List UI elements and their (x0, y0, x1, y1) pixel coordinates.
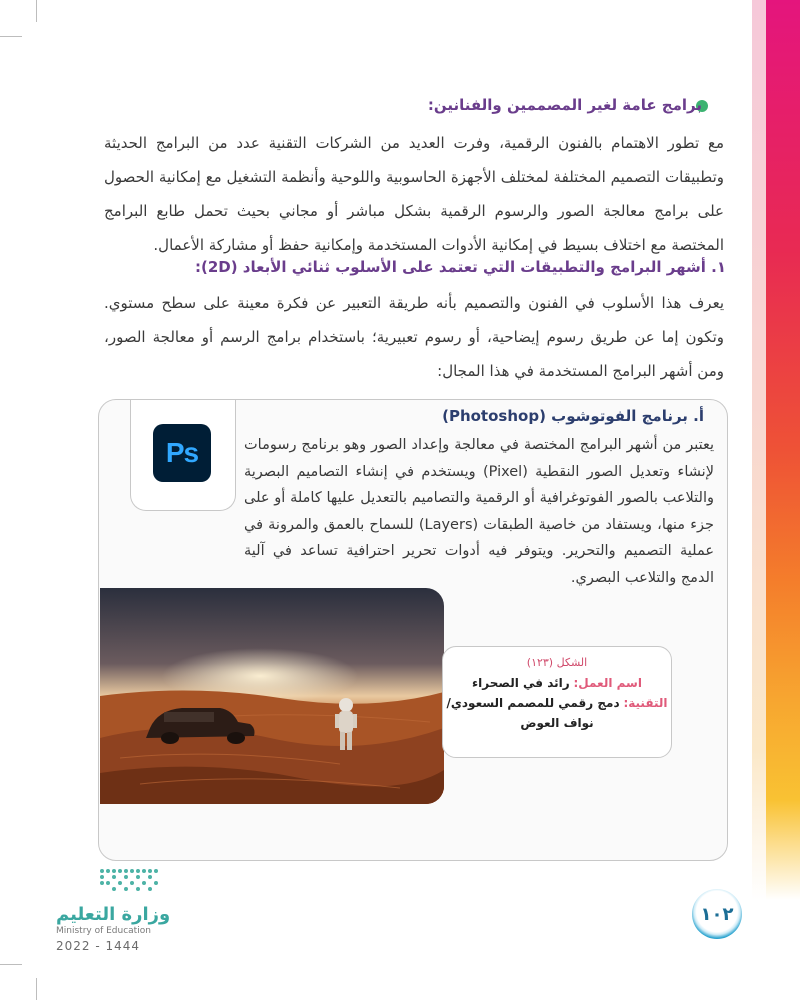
crop-mark (36, 978, 37, 1000)
work-name-label: اسم العمل: (573, 676, 642, 690)
photoshop-logo-icon: Ps (153, 424, 211, 482)
intro-paragraph: مع تطور الاهتمام بالفنون الرقمية، وفرت العديد من الشركات التقنية عدد من البرامج الحديثة وتطبيقات التصميم المختلفة لمختلف الأجهزة الحاسوبية واللوحية وأنظمة التشغيل مع إمكانية الحصول على برامج معالجة الصور والرسوم الرقمية بشكل مباشر أو مجاني بحيث تحمل طابع البرامج المختصة مع اختلاف بسيط في إمكانية الأدوات المستخدمة وإمكانية حفظ أو مشاركة الأعمال. (104, 134, 724, 254)
crop-mark (0, 964, 22, 965)
crop-mark (0, 36, 22, 37)
card-title: أ. برنامج الفوتوشوب (Photoshop) (442, 407, 704, 425)
technique-row (443, 693, 671, 713)
crop-mark (36, 0, 37, 22)
artwork-image (100, 588, 444, 804)
bullet-heading: برامج عامة لغير المصممين والفنانين: (427, 96, 702, 114)
figure-caption (442, 646, 672, 758)
decorative-side-stripe (752, 0, 800, 1000)
desert-astronaut-illustration (100, 588, 444, 804)
figure-number: الشكل (١٢٣) (526, 656, 588, 669)
author-name: نواف العوض (520, 716, 594, 730)
section-heading: ١. أشهر البرامج والتطبيقات التي تعتمد على الأسلوب ثنائي الأبعاد (2D): (194, 258, 726, 276)
technique-value: دمج رقمي للمصمم السعودي/ (446, 696, 620, 710)
work-name-value: رائد في الصحراء (472, 676, 570, 690)
edition-year: 2022 - 1444 (56, 939, 141, 953)
work-name-row (443, 673, 671, 693)
ministry-name-english: Ministry of Education (56, 926, 151, 936)
logo-box (130, 400, 236, 511)
page-number: ١٠٢ (692, 889, 742, 939)
section-paragraph: يعرف هذا الأسلوب في الفنون والتصميم بأنه طريقة التعبير عن فكرة معينة على سطح مستوي. وتكون إما عن طريق رسوم إيضاحية، أو رسوم تعبيرية؛ باستخدام برامج الرسم أو معالجة الصور، ومن أشهر البرامج المستخدمة في هذا المجال: (104, 294, 724, 380)
card-body: يعتبر من أشهر البرامج المختصة في معالجة وإعداد الصور وهو برنامج رسومات لإنشاء وتعديل الصور النقطية (Pixel) ويستخدم في إنشاء التصاميم البصرية والتلاعب بالصور الفوتوغرافية أو الرقمية والتصاميم بالتعديل عليها كاملة أو على جزء منها، ويستفاد من خاصية الطبقات (Layers) للسماح بالعمق والمرونة في عملية التصميم والتحرير. ويتوفر فيه أدوات تحرير احترافية تساعد في آلية الدمج والتلاعب البصري. (244, 437, 714, 586)
ministry-name-arabic: وزارة التعليم (56, 904, 171, 925)
technique-label: التقنية: (623, 696, 668, 710)
